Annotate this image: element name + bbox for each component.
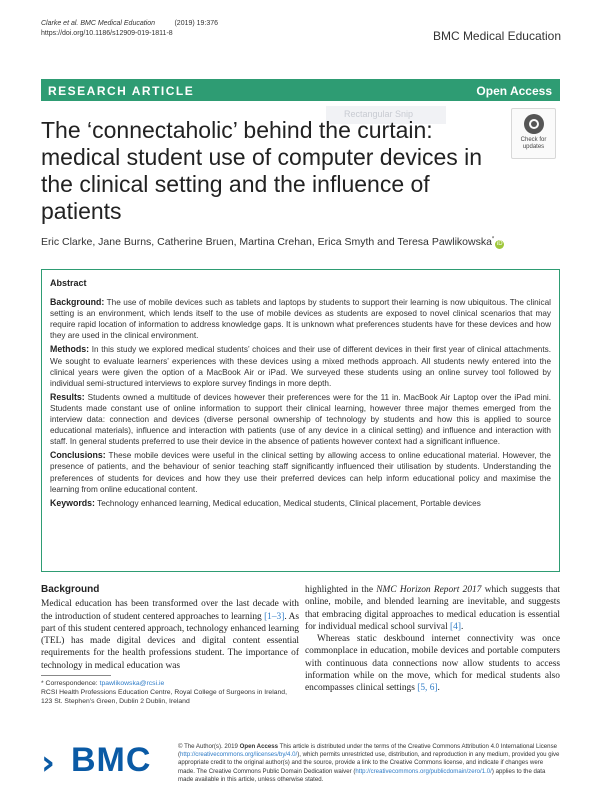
reference-link[interactable]: [1–3]: [264, 611, 285, 622]
doi-link[interactable]: https://doi.org/10.1186/s12909-019-1811-8: [41, 30, 173, 37]
body-paragraph: highlighted in the NMC Horizon Report 2017 which suggests that online, mobile, and blended learning are inevitable, and suggests that embracing digital approaches to medical education is essential for individual medical school survival [4].: [305, 585, 560, 632]
open-access-label: Open Access: [476, 84, 552, 98]
bmc-chevron-icon: ›: [41, 743, 56, 783]
citation-authors: Clarke et al.: [41, 20, 79, 27]
public-domain-link[interactable]: http://creativecommons.org/publicdomain/zero/1.0/: [355, 767, 492, 775]
article-type-band: [41, 79, 560, 101]
bmc-logo: [41, 739, 171, 783]
citation-journal: BMC Medical Education: [80, 20, 156, 27]
license-statement: © The Author(s). 2019 Open Access This article is distributed under the terms of the Creative Commons Attribution 4.0 International License (http://creativecommons.org/licenses/by/4.0/), which permits unrestricted use, distribution, and reproduction in any medium, provided you give appropriate credit to the original author(s) and the source, provide a link to the Creative Commons license, and indicate if changes were made. The Creative Commons Public Domain Dedication waiver (http://creativecommons.org/publicdomain/zero/1.0/) applies to the data made available in this article, unless otherwise stated.: [178, 743, 560, 783]
correspondence-label: * Correspondence:: [41, 680, 100, 687]
orcid-icon[interactable]: iD: [496, 241, 503, 247]
body-column-left: [41, 584, 299, 672]
abstract-conclusions: Conclusions: These mobile devices were useful in the clinical setting by allowing access to online educational material. However, the presence of patients, and the behaviour of senior teaching staff significantly influenced their utilisation by students. Understanding the preferences of students for devices and how they use their preferred devices can help inform educational policy and maximise the learning from online educational content.: [50, 450, 551, 494]
abstract-background: Background: The use of mobile devices such as tablets and laptops by students to support their learning is now ubiquitous. The clinical setting is an environment, which lends itself to the use of mobile devices as students are exposed to novel clinical scenarios that may require rapid location of information to address knowledge gaps. It is unknown what preferences students have for these devices and how they are used in the clinical environment.: [50, 297, 551, 341]
journal-name: BMC Medical Education: [432, 29, 561, 43]
reference-link[interactable]: [5, 6]: [417, 683, 438, 694]
section-heading-background: Background: [41, 584, 100, 595]
check-for-updates-badge[interactable]: [511, 108, 556, 159]
license-link[interactable]: http://creativecommons.org/licenses/by/4.0/: [180, 751, 298, 759]
snip-tool-text: Rectangular Snip: [344, 109, 414, 119]
check-updates-icon: [524, 114, 544, 134]
license-open-access: Open Access: [239, 743, 279, 750]
bmc-wordmark: BMC: [71, 741, 152, 779]
citation-year-volume: (2019) 19:376: [174, 20, 219, 27]
article-title: The ‘connectaholic’ behind the curtain: medical student use of computer devices in the clinical setting and the influence of patients: [41, 117, 483, 224]
article-type-label: RESEARCH ARTICLE: [48, 84, 195, 98]
citation-header: [41, 19, 218, 39]
corresponding-author-mark: *: [491, 236, 495, 243]
body-column-right: [305, 584, 560, 695]
affiliation: RCSI Health Professions Education Centre, Royal College of Surgeons in Ireland, 123 St. Stephen’s Green, Dublin 2 Dublin, Ireland: [41, 689, 287, 705]
abstract-box: [41, 269, 560, 572]
correspondence-email[interactable]: tpawlikowska@rcsi.ie: [99, 680, 165, 687]
footnote: [41, 679, 291, 706]
abstract-results: Results: Students owned a multitude of devices however their preferences were for the 11 in. MacBook Air Laptop over the iPad mini. Students made constant use of online information to support their clinical learning, however three major themes emerged from the interview data: connection and devices (diverse personal ownership of technology by students and how this is applied to source educational materials), influence and interaction with patients (use of any device in a clinical setting) and influence and interaction with staff. In general students preferred to use their device in the absence of patients however context had a significant influence.: [50, 391, 552, 447]
abstract-methods: Methods: In this study we explored medical students’ choices and their use of different devices in their first year of clinical attachments. We sought to evaluate learners’ experiences with these devices using a mixed methods approach. All students newly entered into the clinical years were given the option of a MacBook Air or iPad. We surveyed these students using an online survey tool followed by individual semi-structured interviews to explore survey findings in more depth.: [50, 344, 551, 388]
body-paragraph: Whereas static deskbound internet connectivity was once commonplace in education, mobile devices and portable computers with continuous data connections now allow students to access information while on the move, which for medical students also encompasses clinical settings [5, 6].: [305, 634, 560, 694]
author-list: [41, 236, 504, 249]
author-names: Eric Clarke, Jane Burns, Catherine Bruen, Martina Crehan, Erica Smyth and Teresa Pawlikowska: [41, 236, 492, 248]
footnote-divider: [41, 675, 111, 676]
reference-link[interactable]: [4]: [450, 621, 461, 632]
body-paragraph: Medical education has been transformed over the last decade with the introduction of student centered approaches to learning [1–3]. As part of this student centered approach, technology enhanced learning (TEL) has made digital devices and digital content essential requirements for the health professions student. The importance of technology in medical education was: [41, 599, 299, 671]
check-updates-label: Check for updates: [520, 137, 547, 150]
abstract-keywords: Keywords: Technology enhanced learning, Medical education, Medical students, Clinical placement, Portable devices: [50, 497, 481, 508]
abstract-heading: Abstract: [50, 278, 87, 288]
report-title: NMC Horizon Report 2017: [376, 585, 482, 595]
